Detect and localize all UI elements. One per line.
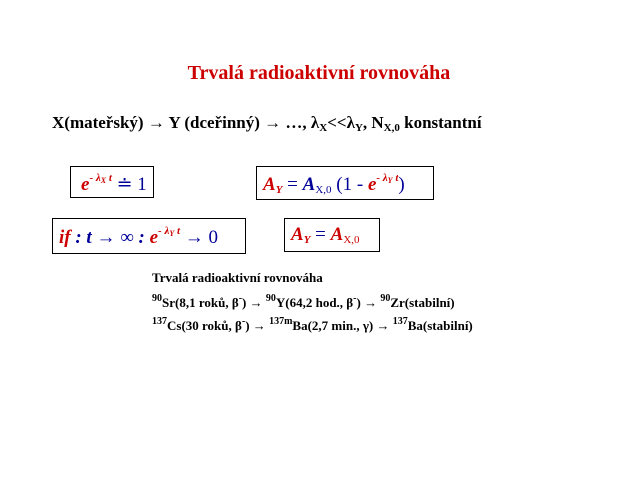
- f3-rhs: → 0: [180, 227, 219, 248]
- subtitle-part4: konstantní: [399, 113, 482, 132]
- f2-a-sub: X,0: [315, 184, 332, 196]
- cs-mass-number: 137: [152, 316, 167, 327]
- f2-exp-text: - λ: [376, 172, 388, 184]
- f1-exponent: [89, 172, 111, 184]
- y-arrow: ) →: [356, 295, 381, 310]
- f4-a-sub: X,0: [343, 234, 360, 246]
- decay-chain-subtitle: [52, 113, 482, 134]
- f3-exp-text: - λ: [158, 225, 170, 237]
- f3-exp-sub: Y: [169, 229, 175, 238]
- f2-exponent: [376, 172, 398, 184]
- f2-lhs-sub: Y: [275, 184, 283, 196]
- f3-exponent: [158, 225, 180, 237]
- cs-text: Cs(30 roků, β: [167, 318, 242, 333]
- f3-base: e: [149, 227, 159, 248]
- f2-open: (1 -: [331, 174, 368, 195]
- f1-rhs: ≐ 1: [111, 174, 147, 195]
- f4-lhs-sub: Y: [303, 234, 311, 246]
- subtitle-sub-y: Y: [354, 122, 363, 134]
- sr-arrow: ) →: [242, 295, 266, 310]
- f3-exp-tail: t: [174, 225, 181, 237]
- cs-arrow: ) →: [245, 318, 270, 333]
- f4-eq: =: [310, 224, 331, 245]
- y-text: Y(64,2 hod., β: [275, 295, 354, 310]
- f2-a: A: [302, 174, 316, 195]
- ba137m-text: Ba(2,7 min., γ) →: [292, 318, 393, 333]
- f1-exp-sub: X: [100, 176, 107, 185]
- f2-exp-tail: t: [392, 172, 399, 184]
- notes-line-sr90: [152, 293, 455, 311]
- notes-heading: Trvalá radioaktivní rovnováha: [152, 270, 323, 285]
- zr-text: Zr(stabilní): [390, 295, 455, 310]
- y-beta-sign: -: [353, 293, 357, 304]
- notes-line-cs137: [152, 316, 473, 334]
- f3-if: if: [59, 227, 71, 248]
- f2-close: ): [398, 174, 405, 195]
- cs-beta-sign: -: [241, 316, 246, 327]
- f2-eq: =: [282, 174, 303, 195]
- slide-title: Trvalá radioaktivní rovnováha: [187, 62, 451, 84]
- subtitle-part3: , N: [362, 113, 384, 132]
- ba137-text: Ba(stabilní): [407, 318, 473, 333]
- f2-base: e: [367, 174, 377, 195]
- subtitle-sub-x0: X,0: [383, 122, 400, 134]
- f2-exp-sub: Y: [387, 176, 393, 185]
- f4-lhs: A: [291, 224, 304, 245]
- zr-mass-number: 90: [380, 293, 391, 304]
- y-mass-number: 90: [265, 293, 276, 304]
- formula-activity-growth: [256, 166, 434, 200]
- f1-base: e: [81, 174, 90, 195]
- f4-a: A: [330, 224, 344, 245]
- subtitle-part2: <<λ: [327, 113, 355, 132]
- f1-exp-tail: t: [106, 172, 112, 184]
- f1-exp-text: - λ: [89, 172, 101, 184]
- f3-cond: : t → ∞ :: [70, 227, 150, 248]
- sr-beta-sign: -: [238, 293, 243, 304]
- subtitle-sub-x: X: [319, 122, 328, 134]
- sr-text: Sr(8,1 roků, β: [162, 295, 239, 310]
- ba137m-mass-number: 137m: [269, 316, 293, 327]
- ba137-mass-number: 137: [392, 316, 408, 327]
- sr-mass-number: 90: [152, 293, 162, 304]
- formula-equilibrium: [284, 218, 380, 252]
- f2-lhs: A: [263, 174, 276, 195]
- subtitle-part1: X(mateřský) → Y (dceřinný) → …, λ: [52, 113, 320, 132]
- formula-limit: [52, 218, 246, 254]
- formula-approx-one: [70, 166, 154, 198]
